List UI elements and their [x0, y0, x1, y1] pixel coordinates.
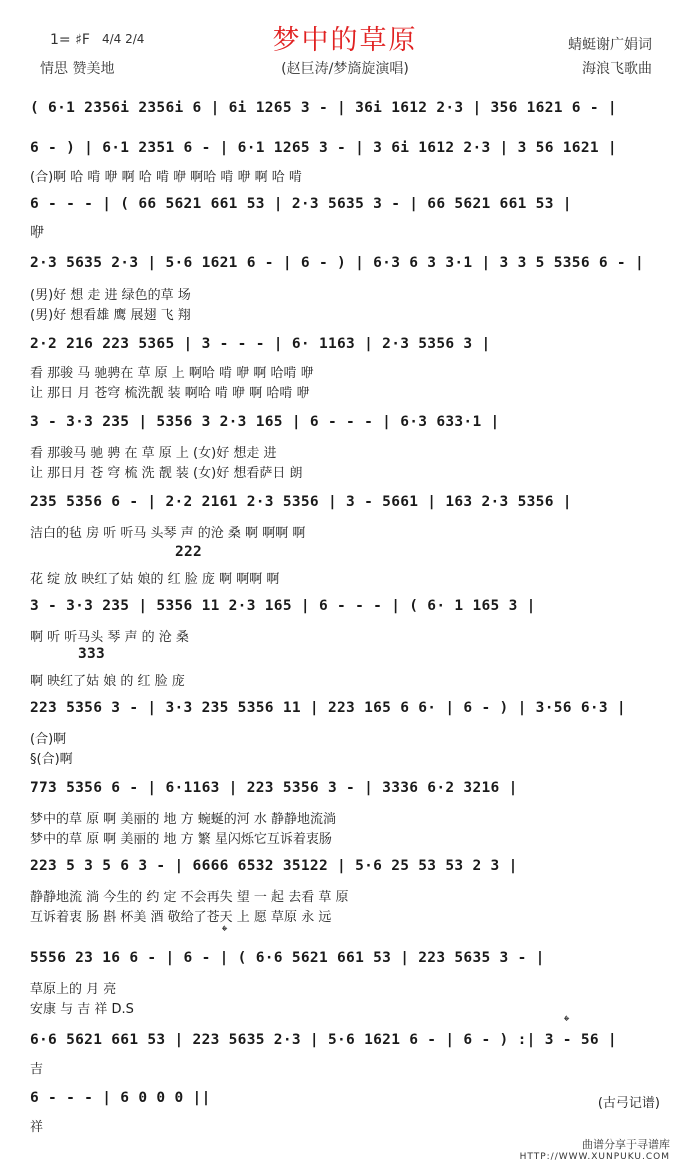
score-system-14: 6 - - - | 6 0 0 0 || [30, 1090, 211, 1106]
lyric-line: 洁白的毡 房 听 听马 头琴 声 的沧 桑 啊 啊啊 啊 [30, 526, 306, 541]
lyric-line: 花 绽 放 映红了姑 娘的 红 脸 庞 啊 啊啊 啊 [30, 572, 280, 587]
performer-credit: (赵巨涛/梦旖旋演唱) [281, 61, 409, 77]
lyric-line: 草原上的 月 亮 [30, 982, 117, 997]
lyric-line: 静静地流 淌 今生的 约 定 不会再失 望 一 起 去看 草 原 [30, 890, 349, 905]
score-system-13: 6·6 5621 661 53 | 223 5635 2·3 | 5·6 1621 6 - | 6 - ) :| 3 - 56 | [30, 1032, 617, 1048]
variant-notes: 333 [78, 646, 106, 662]
lyric-line: 互诉着衷 肠 斟 杯美 酒 敬给了苍天 上 愿 草原 永 远 [30, 910, 332, 925]
lyric-line: 啊 听 听马头 琴 声 的 沧 桑 [30, 630, 189, 645]
coda-sign-icon: 𝄌 [222, 922, 228, 940]
composer-credit: 海浪飞歌曲 [582, 61, 652, 77]
score-system-7: 235 5356 6 - | 2·2 2161 2·3 5356 | 3 - 5661 | 163 2·3 5356 | [30, 494, 572, 510]
score-system-11: 223 5 3 5 6 3 - | 6666 6532 35122 | 5·6 25 53 53 2 3 | [30, 858, 518, 874]
lyric-line: 让 那日 月 苍穹 梳洗靓 装 啊哈 啃 咿 啊 哈啃 咿 [30, 386, 310, 401]
variant-notes: 222 [175, 544, 203, 560]
song-title: 梦中的草原 [272, 25, 418, 56]
watermark-share-text: 曲谱分享于寻谱库 [582, 1138, 670, 1151]
watermark-site: HTTP://WWW.XUNPUKU.COM [519, 1152, 670, 1162]
mood-marking: 情思 赞美地 [40, 61, 115, 77]
lyric-line: (男)好 想看雄 鹰 展翅 飞 翔 [30, 308, 191, 323]
lyric-line: 啊 映红了姑 娘 的 红 脸 庞 [30, 674, 185, 689]
watermark [520, 1136, 670, 1162]
lyric-line: (合)啊 哈 啃 咿 啊 哈 啃 咿 啊哈 啃 咿 啊 哈 啃 [30, 170, 302, 185]
lyric-line: 梦中的草 原 啊 美丽的 地 方 繁 星闪烁它互诉着衷肠 [30, 832, 332, 847]
time-signature: 4/4 2/4 [102, 32, 145, 46]
score-system-1: ( 6·1 2356i 2356i 6 | 6i 1265 3 - | 36i 1612 2·3 | 356 1621 6 - | [30, 100, 617, 116]
score-system-2: 6 - ) | 6·1 2351 6 - | 6·1 1265 3 - | 3 6i 1612 2·3 | 3 56 1621 | [30, 140, 617, 156]
lyric-line: (合)啊 [30, 732, 67, 747]
lyric-line: 祥 [30, 1120, 44, 1135]
lyric-line: 看 那骏马 驰 骋 在 草 原 上 (女)好 想走 进 [30, 446, 277, 461]
score-system-4: 2·3 5635 2·3 | 5·6 1621 6 - | 6 - ) | 6·3 6 3 3·1 | 3 3 5 5356 6 - | [30, 255, 645, 271]
lyric-line: 吉 [30, 1062, 44, 1077]
score-system-12: 5556 23 16 6 - | 6 - | ( 6·6 5621 661 53 | 223 5635 3 - | [30, 950, 545, 966]
score-system-3: 6 - - - | ( 66 5621 661 53 | 2·3 5635 3 - | 66 5621 661 53 | [30, 196, 572, 212]
coda-sign-icon: 𝄌 [564, 1012, 570, 1030]
lyric-line: 安康 与 吉 祥 D.S [30, 1002, 134, 1017]
lyric-line: 看 那骏 马 驰骋在 草 原 上 啊哈 啃 咿 啊 哈啃 咿 [30, 366, 314, 381]
score-system-9: 223 5356 3 - | 3·3 235 5356 11 | 223 165 6 6· | 6 - ) | 3·56 6·3 | [30, 700, 626, 716]
lyricist-credit: 蜻蜓谢广娟词 [568, 37, 652, 53]
score-system-5: 2·2 216 223 5365 | 3 - - - | 6· 1163 | 2·3 5356 3 | [30, 336, 491, 352]
key-signature: 1= ♯F [50, 32, 90, 48]
lyric-line: 梦中的草 原 啊 美丽的 地 方 蜿蜒的河 水 静静地流淌 [30, 812, 337, 827]
lyric-line: §(合)啊 [30, 752, 73, 767]
transcriber-note: (古弓记谱) [597, 1096, 660, 1111]
lyric-line: (男)好 想 走 进 绿色的草 场 [30, 288, 191, 303]
lyric-line: 咿 [30, 225, 44, 241]
lyric-line: 让 那日月 苍 穹 梳 洗 靓 装 (女)好 想看萨日 朗 [30, 466, 303, 481]
score-system-10: 773 5356 6 - | 6·1163 | 223 5356 3 - | 3336 6·2 3216 | [30, 780, 518, 796]
score-system-6: 3 - 3·3 235 | 5356 3 2·3 165 | 6 - - - | 6·3 633·1 | [30, 414, 500, 430]
score-system-8: 3 - 3·3 235 | 5356 11 2·3 165 | 6 - - - | ( 6· 1 165 3 | [30, 598, 536, 614]
